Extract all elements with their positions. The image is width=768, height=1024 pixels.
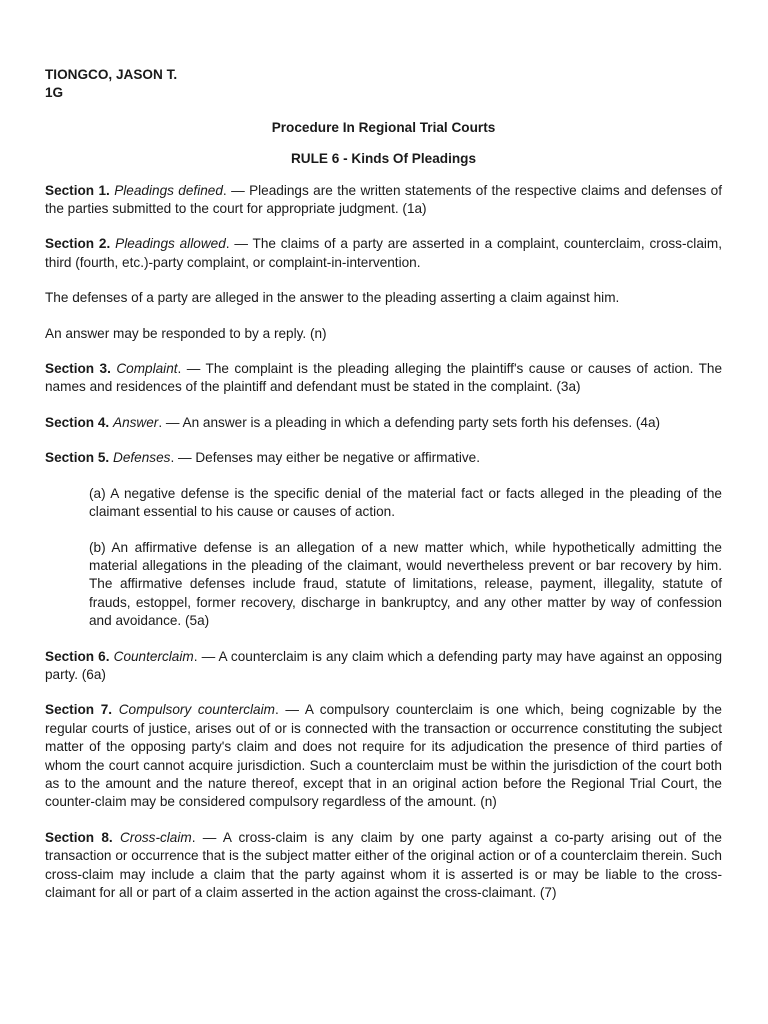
paragraph-defenses-alleged: The defenses of a party are alleged in the answer to the pleading asserting a claim against him. <box>45 290 620 306</box>
section-5-heading: Defenses <box>113 450 171 466</box>
section-8-label: Section 8. <box>45 829 113 845</box>
section-6-label: Section 6. <box>45 648 110 664</box>
section-5-item-b: (b) An affirmative defense is an allegation of a new matter which, while hypothetically admitting the material allegations in the pleading of the claimant, would nevertheless prevent or bar recovery by him. The affirmative defenses include fraud, statute of limitations, release, payment, illegality, statute of frauds, estoppel, former recovery, discharge in bankruptcy, and any other matter by way of confession and avoidance. (5a) <box>89 539 722 629</box>
section-7-text: . — A compulsory counterclaim is one which, being cognizable by the regular courts of justice, arises out of or is connected with the transaction or occurrence constituting the subject matter of the opposing party's claim and does not require for its adjudication the presence of third parties of whom the court cannot acquire jurisdiction. Such a counterclaim must be within the jurisdiction of the court both as to the amount and the nature thereof, except that in an original action before the Regional Trial Court, the counter-claim may be considered compulsory regardless of the amount. (n) <box>45 702 722 810</box>
section-4 <box>45 414 722 432</box>
section-2-heading: Pleadings allowed <box>115 236 226 252</box>
section-7 <box>45 701 722 811</box>
section-4-heading: Answer <box>113 414 159 430</box>
paragraph-reply: An answer may be responded to by a reply. (n) <box>45 325 327 341</box>
section-3-heading: Complaint <box>116 361 178 377</box>
section-5-item-a: (a) A negative defense is the specific denial of the material fact or facts alleged in the pleading of the claimant essential to his cause or causes of action. <box>89 485 722 520</box>
author-name: TIONGCO, JASON T. <box>45 67 178 82</box>
section-5 <box>45 449 722 467</box>
section-4-text: . — An answer is a pleading in which a defending party sets forth his defenses. (4a) <box>158 414 661 430</box>
section-7-heading: Compulsory counterclaim <box>118 702 275 718</box>
section-8-heading: Cross-claim <box>119 829 192 845</box>
section-6-heading: Counterclaim <box>113 648 194 664</box>
rule-title: RULE 6 - Kinds Of Pleadings <box>290 151 477 167</box>
section-4-label: Section 4. <box>45 414 110 430</box>
section-1-label: Section 1. <box>45 182 110 198</box>
section-3 <box>45 360 722 397</box>
document-page <box>45 66 722 902</box>
section-5-text: . — Defenses may either be negative or affirmative. <box>170 450 480 466</box>
section-1-text: . — Pleadings are the written statements of the respective claims and defenses of the parties submitted to the court for appropriate judgment. (1a) <box>45 182 722 217</box>
author-block <box>45 66 722 103</box>
section-7-label: Section 7. <box>45 702 113 718</box>
section-3-label: Section 3. <box>45 361 111 377</box>
section-2-label: Section 2. <box>45 236 111 252</box>
section-6 <box>45 648 722 685</box>
section-1-heading: Pleadings defined <box>114 182 223 198</box>
section-5-label: Section 5. <box>45 450 110 466</box>
author-class-section: 1G <box>45 85 64 101</box>
section-6-text: . — A counterclaim is any claim which a defending party may have against an opposing party. (6a) <box>45 648 723 682</box>
section-2 <box>45 235 722 272</box>
section-8-text: . — A cross-claim is any claim by one party against a co-party arising out of the transaction or occurrence that is the subject matter either of the original action or of a counterclaim therein. Such cross-claim may include a claim that the party against whom it is asserted is or may be liable to the cross-claimant for all or part of a claim asserted in the action against the cross-claimant. (7) <box>45 829 722 900</box>
section-2-text: . — The claims of a party are asserted in a complaint, counterclaim, cross-claim, third (fourth, etc.)-party complaint, or complaint-in-intervention. <box>45 236 722 270</box>
section-1 <box>45 182 722 219</box>
section-8 <box>45 829 722 903</box>
section-3-text: . — The complaint is the pleading alleging the plaintiff's cause or causes of action. The names and residences of the plaintiff and defendant must be stated in the complaint. (3a) <box>45 361 722 395</box>
document-title: Procedure In Regional Trial Courts <box>271 119 496 135</box>
